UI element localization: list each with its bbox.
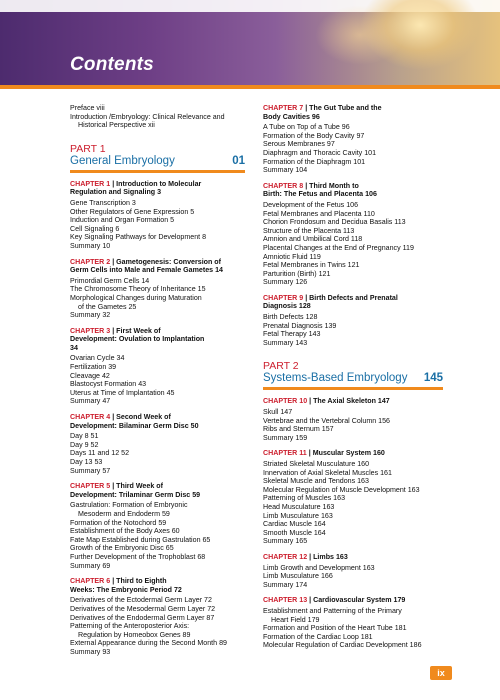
chapter-title-line: Development: Trilaminar Germ Disc 59 (70, 490, 201, 499)
section-entry[interactable]: Other Regulators of Gene Expression 5 (70, 207, 195, 216)
chapter-number: CHAPTER 5 (70, 482, 111, 491)
section-entry[interactable]: Innervation of Axial Skeletal Muscles 161 (263, 468, 392, 477)
section-entry[interactable]: Morphological Changes during Maturation (70, 293, 202, 302)
section-entry[interactable]: Striated Skeletal Musculature 160 (263, 460, 370, 468)
chapter-title-line: Third Month to (309, 181, 359, 190)
chapter-entry (70, 258, 245, 320)
section-entry[interactable]: Molecular Regulation of Cardiac Development 186 (263, 641, 422, 650)
right-chapter-list-bottom (263, 397, 443, 649)
section-entry[interactable]: of the Gametes 25 (78, 302, 137, 311)
section-entry[interactable]: Summary 143 (263, 338, 308, 347)
left-column (70, 104, 245, 663)
chapter-separator: | (110, 482, 117, 491)
section-entry[interactable]: Establishment and Patterning of the Primary (263, 606, 402, 615)
chapter-number: CHAPTER 12 (263, 552, 308, 561)
page-number: ix (430, 666, 452, 680)
chapter-title-line: First Week of (116, 326, 161, 335)
chapter-title-line: Introduction to Molecular (116, 179, 202, 188)
chapter-number: CHAPTER 2 (70, 257, 111, 266)
chapter-entry (70, 180, 245, 251)
part-2-title: Systems-Based Embryology (263, 372, 408, 385)
chapter-title-line: Muscular System 160 (312, 449, 385, 458)
section-entry[interactable]: Cell Signaling 6 (70, 224, 120, 233)
chapter-entry (70, 327, 245, 406)
section-entry[interactable]: Gastrulation: Formation of Embryonic (70, 501, 188, 510)
part-1-label: PART 1 (70, 142, 106, 155)
section-entry[interactable]: Skull 147 (263, 408, 293, 417)
chapter-title-line: Gametogenesis: Conversion of (116, 257, 222, 266)
chapter-title-line: Diagnosis 128 (263, 302, 311, 311)
chapter-number: CHAPTER 7 (263, 104, 304, 112)
section-entry[interactable]: Skeletal Muscle and Tendons 163 (263, 477, 369, 486)
chapter-heading[interactable] (263, 182, 443, 199)
chapter-entry (263, 397, 443, 442)
section-entry[interactable]: Day 8 51 (70, 432, 99, 441)
front-matter-item[interactable]: Historical Perspective xii (78, 121, 155, 130)
chapter-entry (70, 482, 245, 570)
section-entry[interactable]: Smooth Muscle 164 (263, 528, 326, 537)
chapter-entry (263, 553, 443, 589)
chapter-entry (263, 294, 443, 348)
section-entry[interactable]: Mesoderm and Endoderm 59 (78, 509, 170, 518)
section-entry[interactable]: Summary 10 (70, 241, 111, 250)
chapter-title-line: Third to Eighth (116, 577, 167, 586)
chapter-number: CHAPTER 11 (263, 449, 307, 458)
chapter-separator: | (110, 326, 117, 335)
section-entry[interactable]: Amnion and Umbilical Cord 118 (263, 235, 363, 244)
section-entry[interactable]: Growth of the Embryonic Disc 65 (70, 544, 174, 553)
section-entry[interactable]: Gene Transcription 3 (70, 198, 136, 207)
right-column (263, 104, 443, 657)
chapter-separator: | (303, 104, 310, 112)
section-entry[interactable]: Limb Musculature 163 (263, 511, 333, 520)
chapter-separator: | (110, 413, 117, 422)
section-entry[interactable]: Day 9 52 (70, 440, 99, 449)
chapter-separator: | (306, 449, 313, 458)
section-entry[interactable]: Limb Musculature 166 (263, 572, 333, 581)
section-entry[interactable]: Day 13 53 (70, 458, 103, 466)
chapter-title-line: Third Week of (116, 482, 163, 491)
section-entry[interactable]: Summary 32 (70, 311, 111, 320)
banner-accent-bar (0, 85, 500, 89)
section-entry[interactable]: Ribs and Sternum 157 (263, 425, 334, 434)
chapter-title-line: Limbs 163 (313, 552, 348, 561)
chapter-heading[interactable] (70, 258, 245, 275)
section-entry[interactable]: Fate Map Established during Gastrulation 65 (70, 535, 211, 544)
section-entry[interactable]: Formation of the Body Cavity 97 (263, 131, 365, 140)
chapter-heading[interactable] (263, 449, 443, 458)
chapter-heading[interactable] (263, 397, 443, 406)
chapter-title-line: Development: Ovulation to Implantation (70, 335, 205, 344)
chapter-title-line: Germ Cells into Male and Female Gametes 14 (70, 266, 223, 275)
section-entry[interactable]: Formation of the Notochord 59 (70, 518, 167, 527)
chapter-heading[interactable] (263, 294, 443, 311)
section-entry[interactable]: Birth Defects 128 (263, 313, 318, 322)
chapter-separator: | (110, 257, 117, 266)
chapter-heading[interactable] (70, 413, 245, 430)
chapter-title-line: Cardiovascular System 179 (313, 596, 406, 605)
section-entry[interactable]: Summary 104 (263, 166, 308, 175)
section-entry[interactable]: Formation of the Cardiac Loop 181 (263, 632, 373, 641)
section-entry[interactable]: Derivatives of the Ectodermal Germ Layer 72 (70, 596, 212, 605)
chapter-number: CHAPTER 4 (70, 413, 111, 422)
chapter-entry (263, 182, 443, 287)
section-entry[interactable]: Structure of the Placenta 113 (263, 226, 355, 235)
right-chapter-list-top (263, 104, 443, 347)
chapter-title-line: Development: Bilaminar Germ Disc 50 (70, 421, 199, 430)
chapter-title-line: The Gut Tube and the (309, 104, 382, 112)
page-title: Contents (70, 54, 154, 75)
chapter-entry (263, 449, 443, 546)
chapter-number: CHAPTER 9 (263, 293, 304, 302)
section-entry[interactable]: Summary 69 (70, 561, 111, 570)
section-entry[interactable]: Amniotic Fluid 119 (263, 252, 321, 261)
chapter-entry (263, 596, 443, 650)
section-entry[interactable]: Formation of the Diaphragm 101 (263, 157, 366, 166)
section-entry[interactable]: Summary 126 (263, 278, 308, 287)
chapter-number: CHAPTER 3 (70, 326, 111, 335)
left-chapter-list (70, 180, 245, 657)
chapter-heading[interactable] (263, 104, 443, 121)
chapter-heading[interactable] (70, 482, 245, 499)
chapter-separator: | (303, 293, 310, 302)
part-1-rule (70, 170, 245, 173)
section-entry[interactable]: Fetal Therapy 143 (263, 330, 321, 339)
chapter-title-line: Birth: The Fetus and Placenta 106 (263, 190, 377, 199)
section-entry[interactable]: Diaphragm and Thoracic Cavity 101 (263, 148, 377, 157)
chapter-number: CHAPTER 1 (70, 179, 111, 188)
section-entry[interactable]: Ovarian Cycle 34 (70, 354, 125, 363)
section-entry[interactable]: Summary 47 (70, 397, 111, 406)
section-entry[interactable]: Limb Growth and Development 163 (263, 563, 375, 572)
section-entry[interactable]: Prenatal Diagnosis 139 (263, 321, 337, 330)
chapter-entry (263, 104, 443, 175)
banner-decorative-glow-secondary (315, 5, 405, 65)
section-entry[interactable]: The Chromosome Theory of Inheritance 15 (70, 285, 206, 294)
section-entry[interactable]: Cleavage 42 (70, 371, 110, 380)
section-entry[interactable]: Fertilization 39 (70, 363, 117, 372)
chapter-heading[interactable] (70, 577, 245, 594)
chapter-number: CHAPTER 6 (70, 577, 111, 586)
section-entry[interactable]: Summary 165 (263, 537, 308, 546)
section-entry[interactable]: Cardiac Muscle 164 (263, 520, 326, 529)
part-1-heading[interactable] (70, 155, 245, 170)
chapter-entry (70, 413, 245, 475)
chapter-separator: | (303, 181, 310, 190)
section-entry[interactable]: Blastocyst Formation 43 (70, 380, 147, 389)
section-entry[interactable]: Development of the Fetus 106 (263, 200, 359, 209)
chapter-title-line: Regulation and Signaling 3 (70, 188, 162, 197)
section-entry[interactable]: Induction and Organ Formation 5 (70, 216, 175, 225)
part-2-label: PART 2 (263, 360, 299, 373)
section-entry[interactable]: Formation and Position of the Heart Tube 181 (263, 624, 407, 633)
section-entry[interactable]: Parturition (Birth) 121 (263, 269, 331, 278)
section-entry[interactable]: Head Musculature 163 (263, 502, 335, 511)
chapter-title-line: The Axial Skeleton 147 (313, 397, 390, 406)
section-entry[interactable]: Summary 174 (263, 580, 308, 589)
section-entry[interactable]: Derivatives of the Mesodermal Germ Layer 72 (70, 604, 216, 613)
section-entry[interactable]: Days 11 and 12 52 (70, 449, 130, 458)
section-entry[interactable]: Patterning of the Anteroposterior Axis: (70, 622, 190, 631)
chapter-title-line: 34 (70, 343, 78, 352)
section-entry[interactable]: Establishment of the Body Axes 60 (70, 527, 180, 536)
chapter-heading[interactable] (70, 327, 245, 353)
chapter-heading[interactable] (263, 596, 443, 605)
chapter-separator: | (307, 397, 314, 406)
section-entry[interactable]: External Appearance during the Second Month 89 (70, 639, 227, 648)
section-entry[interactable]: Serous Membranes 97 (263, 140, 335, 149)
section-entry[interactable]: Fetal Membranes and Placenta 110 (263, 209, 375, 218)
section-entry[interactable]: Fetal Membranes in Twins 121 (263, 261, 360, 270)
section-entry[interactable]: Further Development of the Trophoblast 68 (70, 552, 206, 561)
part-1-title: General Embryology (70, 154, 175, 167)
section-entry[interactable]: Patterning of Muscles 163 (263, 494, 346, 503)
part-2-page-number: 145 (423, 372, 443, 385)
chapter-separator: | (307, 596, 314, 605)
section-entry[interactable]: Uterus at Time of Implantation 45 (70, 388, 175, 397)
chapter-number: CHAPTER 13 (263, 596, 308, 605)
part-1-page-number: 01 (232, 154, 245, 167)
section-entry[interactable]: Heart Field 179 (271, 615, 320, 624)
section-entry[interactable]: Vertebrae and the Vertebral Column 156 (263, 416, 390, 425)
chapter-number: CHAPTER 10 (263, 397, 308, 406)
section-entry[interactable]: Molecular Regulation of Muscle Development 163 (263, 485, 420, 494)
chapter-separator: | (110, 577, 117, 586)
contents-banner (0, 0, 500, 85)
front-matter (70, 104, 245, 130)
chapter-title-line: Birth Defects and Prenatal (309, 293, 398, 302)
chapter-entry (70, 577, 245, 656)
section-entry[interactable]: Summary 57 (70, 466, 111, 475)
section-entry[interactable]: Chorion Frondosum and Decidua Basalis 113 (263, 218, 406, 227)
section-entry[interactable]: A Tube on Top of a Tube 96 (263, 123, 350, 132)
section-entry[interactable]: Derivatives of the Endodermal Germ Layer 87 (70, 613, 215, 622)
section-entry[interactable]: Primordial Germ Cells 14 (70, 276, 150, 285)
chapter-separator: | (307, 552, 314, 561)
section-entry[interactable]: Summary 159 (263, 433, 308, 442)
section-entry[interactable]: Placental Changes at the End of Pregnancy 119 (263, 243, 414, 252)
chapter-title-line: Second Week of (116, 413, 171, 422)
chapter-heading[interactable] (70, 180, 245, 197)
chapter-number: CHAPTER 8 (263, 181, 304, 190)
chapter-separator: | (110, 179, 117, 188)
section-entry[interactable]: Key Signaling Pathways for Development 8 (70, 233, 207, 242)
front-matter-item[interactable]: Preface viii (70, 104, 105, 112)
chapter-title-line: Body Cavities 96 (263, 112, 320, 121)
front-matter-item[interactable]: Introduction /Embryology: Clinical Relevance and (70, 112, 225, 121)
section-entry[interactable]: Summary 93 (70, 647, 111, 656)
section-entry[interactable]: Regulation by Homeobox Genes 89 (78, 630, 191, 639)
chapter-heading[interactable] (263, 553, 443, 562)
part-2-heading[interactable] (263, 372, 443, 387)
chapter-title-line: Weeks: The Embryonic Period 72 (70, 585, 182, 594)
part-2-rule (263, 387, 443, 390)
